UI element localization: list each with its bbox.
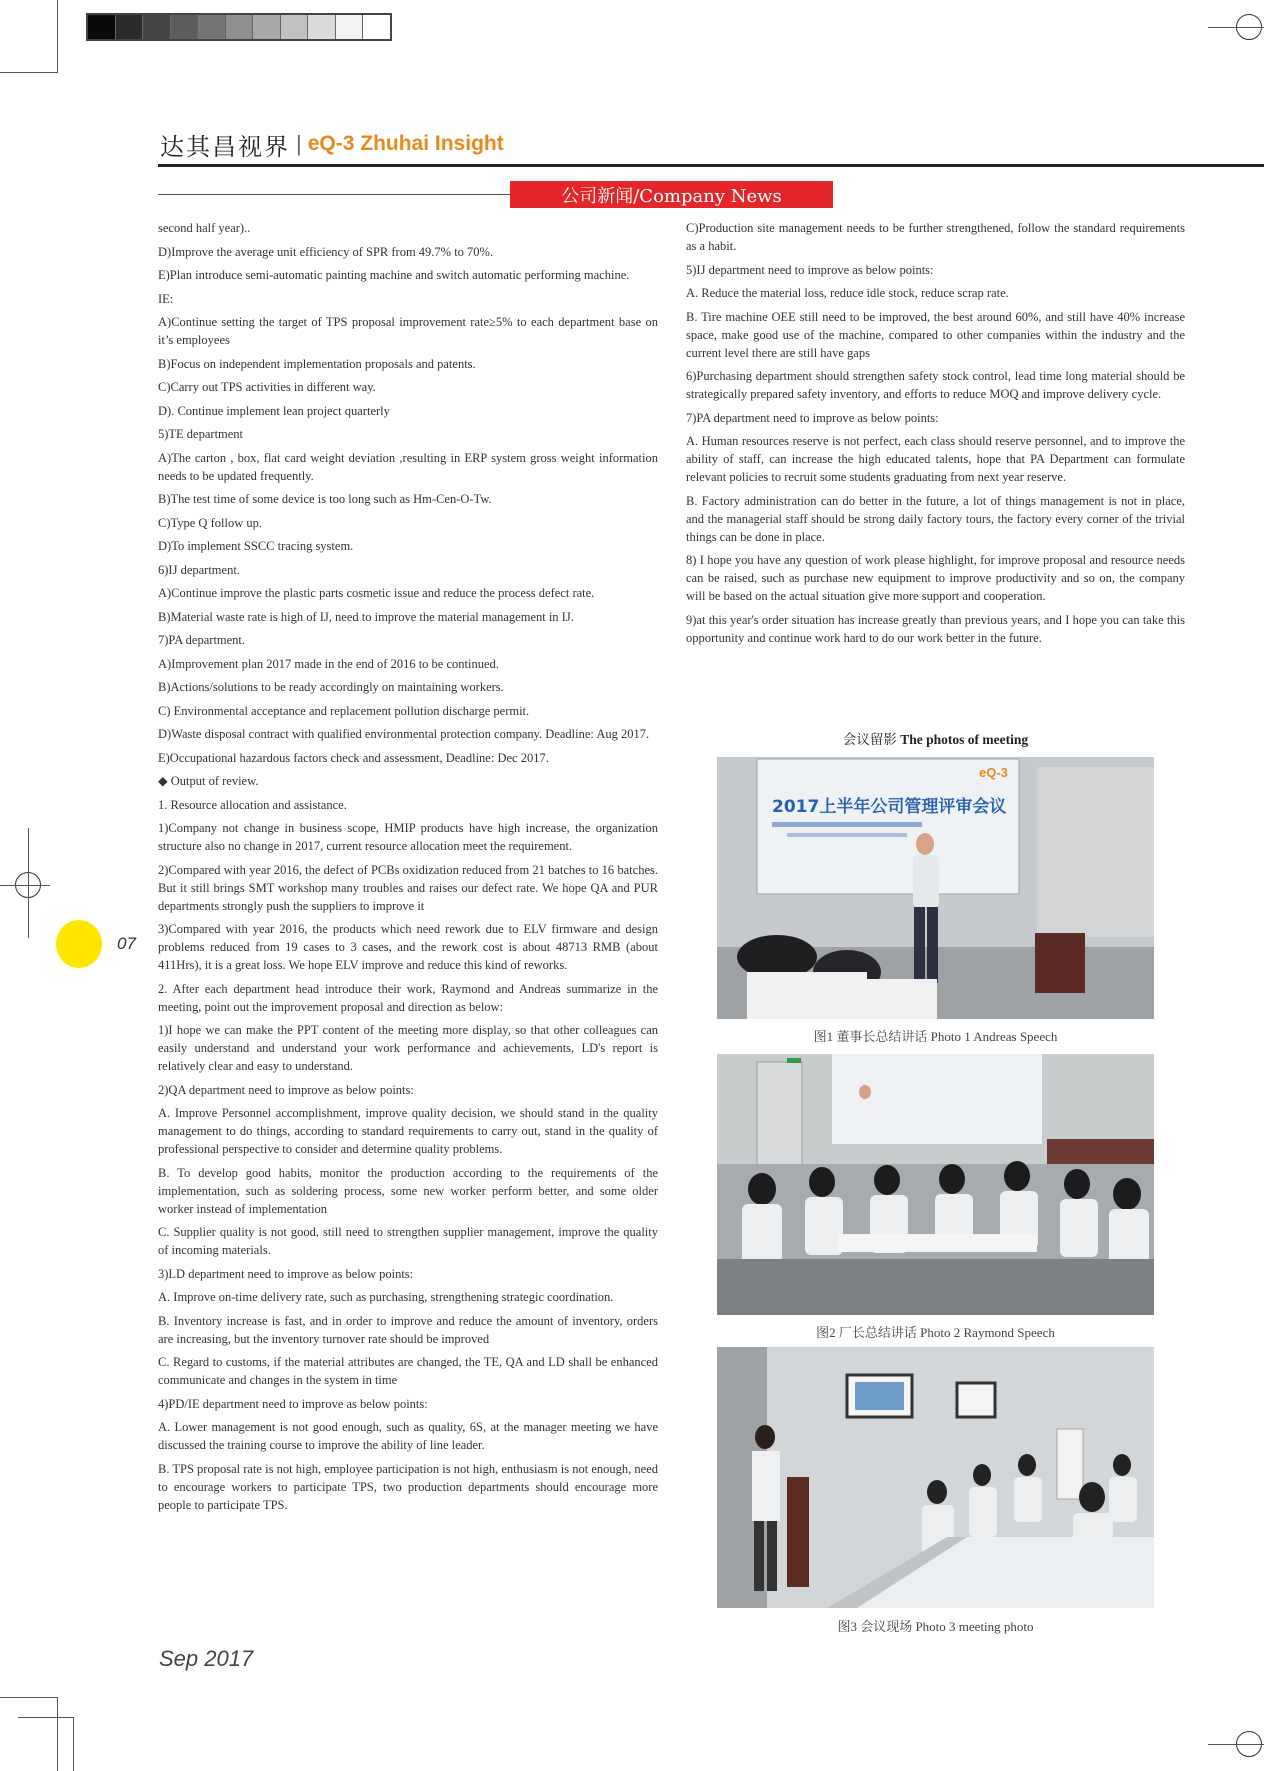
paragraph: A)Continue improve the plastic parts cosmetic issue and reduce the process defect rate. [158,586,595,600]
crop-mark [57,1697,58,1771]
banner-rule [158,194,510,195]
paragraph: A)Continue setting the target of TPS proposal improvement rate≥5% to each department base on it’s employees [158,315,658,347]
paragraph: A)Improvement plan 2017 made in the end of 2016 to be continued. [158,656,499,671]
paragraph: E)Occupational hazardous factors check and assessment, Deadline: Dec 2017. [158,750,549,765]
masthead-title-cn: 达其昌视界 [160,132,290,161]
paragraph: 7)PA department need to improve as below points: [686,410,939,425]
paragraph: 3)Compared with year 2016, the products which need rework due to ELV firmware and design problems reduced from 19 cases to 3 cases, and the rework cost is about 48713 RMB (about 411Hrs), it is a great loss. We hope ELV improve and reduce this kind of reworks. [158,922,658,972]
masthead-title-en: eQ-3 Zhuhai Insight [307,132,504,155]
paragraph: D)Waste disposal contract with qualified environmental protection company. Deadline: Aug 2017. [158,727,650,741]
crop-mark [18,1717,73,1718]
crop-mark [57,0,58,73]
section-banner: 公司新闻/Company News [510,181,833,208]
paragraph: 4)PD/IE department need to improve as below points: [158,1396,428,1411]
paragraph: ◆ Output of review. [158,774,259,788]
paragraph: C. Supplier quality is not good, still need to strengthen supplier management, improve the quality of incoming materials. [158,1225,658,1257]
photos-heading-en: The photos of meeting [900,732,1029,747]
crop-mark [1208,27,1264,28]
paragraph: B. Inventory increase is fast, and in order to improve and reduce the amount of inventory, orders are increasing, but the inventory turnover rate should be improved [158,1313,658,1346]
paragraph: B)The test time of some device is too long such as Hm-Cen-O-Tw. [158,492,492,506]
crop-mark [73,1717,74,1771]
photo-3-image [717,1347,1154,1608]
left-column [158,219,658,1519]
crop-mark [0,1697,57,1698]
paragraph: 3)LD department need to improve as below points: [158,1266,414,1281]
photo-2-image [717,1054,1154,1315]
masthead [160,128,504,160]
photo-1-caption: 图1 董事长总结讲话 Photo 1 Andreas Speech [813,1029,1058,1044]
paragraph: D). Continue implement lean project quarterly [158,403,390,418]
slide-title: 2017上半年公司管理评审会议 [772,797,1007,817]
paragraph: A. Improve on-time delivery rate, such as purchasing, strengthening strategic coordination. [158,1290,614,1304]
paragraph: 1)Company not change in business scope, HMIP products have high increase, the organization structure also no change in 2017, current resource allocation meet the requirement. [158,821,658,853]
paragraph: A. Reduce the material loss, reduce idle stock, reduce scrap rate. [686,286,1009,300]
paragraph: 6)IJ department. [158,562,240,577]
paragraph: B)Actions/solutions to be ready accordingly on maintaining workers. [158,680,504,694]
page-number-dot [56,920,102,968]
paragraph: C. Regard to customs, if the material attributes are changed, the TE, QA and LD shall be enhanced communicate and changes in the system in time [158,1355,658,1387]
photo-3-caption: 图3 会议现场 Photo 3 meeting photo [837,1619,1034,1634]
paragraph: C)Carry out TPS activities in different way. [158,380,376,394]
paragraph: D)To implement SSCC tracing system. [158,539,354,553]
slide-logo: eQ-3 [979,765,1008,780]
paragraph: B. TPS proposal rate is not high, employee participation is not high, enthusiasm is not enough, need to encourage workers to participate TPS, two production departments should encourage more people to participate TPS. [158,1461,658,1512]
paragraph: 2. After each department head introduce their work, Raymond and Andreas summarize in the meeting, point out the improvement proposal and direction as below: [158,981,658,1014]
paragraph: B)Focus on independent implementation proposals and patents. [158,356,476,371]
paragraph: 2)QA department need to improve as below points: [158,1082,414,1097]
paragraph: second half year).. [158,221,251,235]
photo-3-meeting [717,1347,1154,1608]
crop-mark [28,828,29,938]
paragraph: C) Environmental acceptance and replacement pollution discharge permit. [158,703,530,718]
paragraph: D)Improve the average unit efficiency of SPR from 49.7% to 70%. [158,244,494,259]
photo-1-image [717,757,1154,1019]
crop-mark [1208,1744,1264,1745]
paragraph: B. Tire machine OEE still need to be improved, the best around 60%, and still have 40% increase space, make good use of the machine, compared to other companies within the industry and the current level there are still have gaps [686,309,1185,360]
paragraph: 1)I hope we can make the PPT content of the meeting more display, so that other colleagues can easily understand and understand your work performance and achievements, LD's report is relatively clear and easy to understand. [158,1023,658,1073]
paragraph: 5)TE department [158,427,244,441]
grayscale-swatch-bar [86,13,392,41]
paragraph: 1. Resource allocation and assistance. [158,797,347,812]
paragraph: 9)at this year's order situation has increase greatly than previous years, and I hope you can take this opportunity and continue work hard to do our work better in the future. [686,612,1185,645]
paragraph: A. Improve Personnel accomplishment, improve quality decision, we should stand in the quality management to do things, according to standard requirements to carry out, stand in the quality of professional perspective to consider and determine quality problems. [158,1106,658,1156]
paragraph: B)Material waste rate is high of IJ, need to improve the material management in IJ. [158,609,574,624]
paragraph: B. Factory administration can do better in the future, a lot of things management is not in place, and the managerial staff should be strong daily factory tours, the factory every corner of the trivial things can be done in place. [686,493,1185,544]
paragraph: B. To develop good habits, monitor the production according to the requirements of the implementation, such as soldering process, some new worker perform better, and some older worker instead of implementation [158,1165,658,1216]
issue-date: Sep 2017 [159,1646,254,1671]
paragraph: E)Plan introduce semi-automatic painting machine and switch automatic performing machine. [158,268,630,282]
paragraph: C)Production site management needs to be further strengthened, follow the standard requirements as a habit. [686,221,1185,253]
paragraph: 7)PA department. [158,633,246,647]
paragraph: C)Type Q follow up. [158,515,262,530]
paragraph: 8) I hope you have any question of work please highlight, for improve proposal and resource needs can be raised, such as purchase new equipment to improve productivity and so on, the company will be based on the actual situation give more support and cooperation. [686,553,1185,603]
header-rule [158,164,1264,167]
photo-2-caption: 图2 厂长总结讲话 Photo 2 Raymond Speech [816,1325,1055,1340]
right-column [686,219,1185,652]
masthead-separator: | [296,131,302,156]
paragraph: 6)Purchasing department should strengthen safety stock control, lead time long material should be strategically prepared safety inventory, and efforts to reduce MOQ and improve delivery cycle. [686,369,1185,401]
photo-1-andreas-speech [717,757,1154,1019]
photos-heading [686,728,1185,748]
paragraph: A. Lower management is not good enough, such as quality, 6S, at the manager meeting we have discussed the training course to improve the ability of line leader. [158,1420,658,1452]
paragraph: 5)IJ department need to improve as below points: [686,262,934,277]
paragraph: A. Human resources reserve is not perfect, each class should reserve personnel, and to improve the ability of staff, can increase the high educated talents, hope that PA Department can formulate relevant policies to recruit some students graduating from next year reserve. [686,434,1185,484]
paragraph: 2)Compared with year 2016, the defect of PCBs oxidization reduced from 21 batches to 16 batches. But it still brings SMT workshop many troubles and raises our defect rate. We hope QA and PUR departments strongly push the suppliers to improve it [158,862,658,913]
photos-heading-cn: 会议留影 [842,732,897,747]
paragraph: A)The carton , box, flat card weight deviation ,resulting in ERP system gross weight information needs to be updated frequently. [158,450,658,483]
paragraph: IE: [158,291,174,306]
crop-mark [0,72,57,73]
page-number: 07 [117,934,136,953]
photo-2-raymond-speech [717,1054,1154,1315]
crop-mark [0,885,50,886]
